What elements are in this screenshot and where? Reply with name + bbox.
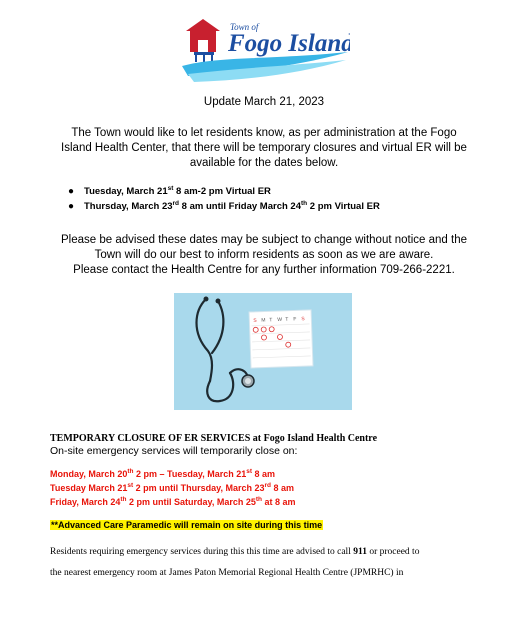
intro-line: The Town would like to let residents know, as per administration at the Fogo	[71, 127, 457, 139]
cal-letter: T	[285, 316, 289, 323]
advice-line: Please contact the Health Centre for any further information 709-266-2221.	[73, 264, 455, 276]
logo-small-text: Town of	[230, 22, 259, 32]
closure-heading: TEMPORARY CLOSURE OF ER SERVICES at Fogo Island Health Centre	[50, 433, 378, 444]
advice-line: Town will do our best to inform residents as soon as we are aware.	[94, 249, 434, 261]
cal-letter: W	[277, 316, 283, 324]
cal-letter: S	[253, 317, 257, 324]
logo-name: Fogo Island	[228, 30, 350, 57]
stethoscope-calendar-photo	[174, 293, 352, 410]
closure-item: Tuesday March 21st 2 pm until Thursday, March 23rd 8 am	[50, 482, 295, 493]
virtual-er-list	[68, 184, 380, 214]
intro-line: available for the dates below.	[189, 157, 339, 169]
closure-subheading: On-site emergency services will temporarily close on:	[50, 445, 298, 457]
closure-item: Friday, March 24th 2 pm until Saturday, March 25th at 8 am	[50, 496, 296, 507]
cal-letter: T	[269, 317, 273, 324]
intro-paragraph	[50, 126, 478, 171]
advice-paragraph	[50, 233, 478, 278]
paramedic-note: **Advanced Care Paramedic will remain on site during this time	[51, 520, 323, 530]
bullet-icon: ●	[68, 186, 75, 197]
list-item: ● Tuesday, March 21st 8 am-2 pm Virtual ER	[68, 184, 271, 197]
cal-letter: F	[293, 316, 297, 323]
update-date: Update March 21, 2023	[203, 96, 325, 108]
bullet-icon: ●	[68, 201, 75, 212]
residents-paragraph: Residents requiring emergency services during this this time are advised to call 911 or proceed to the nearest emergency room at James Paton Memorial Regional Health Centre (JPMRHC) in	[50, 547, 420, 578]
cal-letter: S	[301, 316, 305, 323]
advice-line: Please be advised these dates may be subject to change without notice and the	[61, 234, 467, 246]
closure-item: Monday, March 20th 2 pm – Tuesday, March 21st 8 am	[50, 468, 276, 479]
intro-line: Island Health Center, that there will be temporary closures and virtual ER will be	[61, 142, 467, 154]
list-item: ● Thursday, March 23rd 8 am until Friday March 24th 2 pm Virtual ER	[68, 199, 380, 212]
cal-letter: M	[261, 317, 266, 324]
town-logo	[178, 16, 350, 82]
